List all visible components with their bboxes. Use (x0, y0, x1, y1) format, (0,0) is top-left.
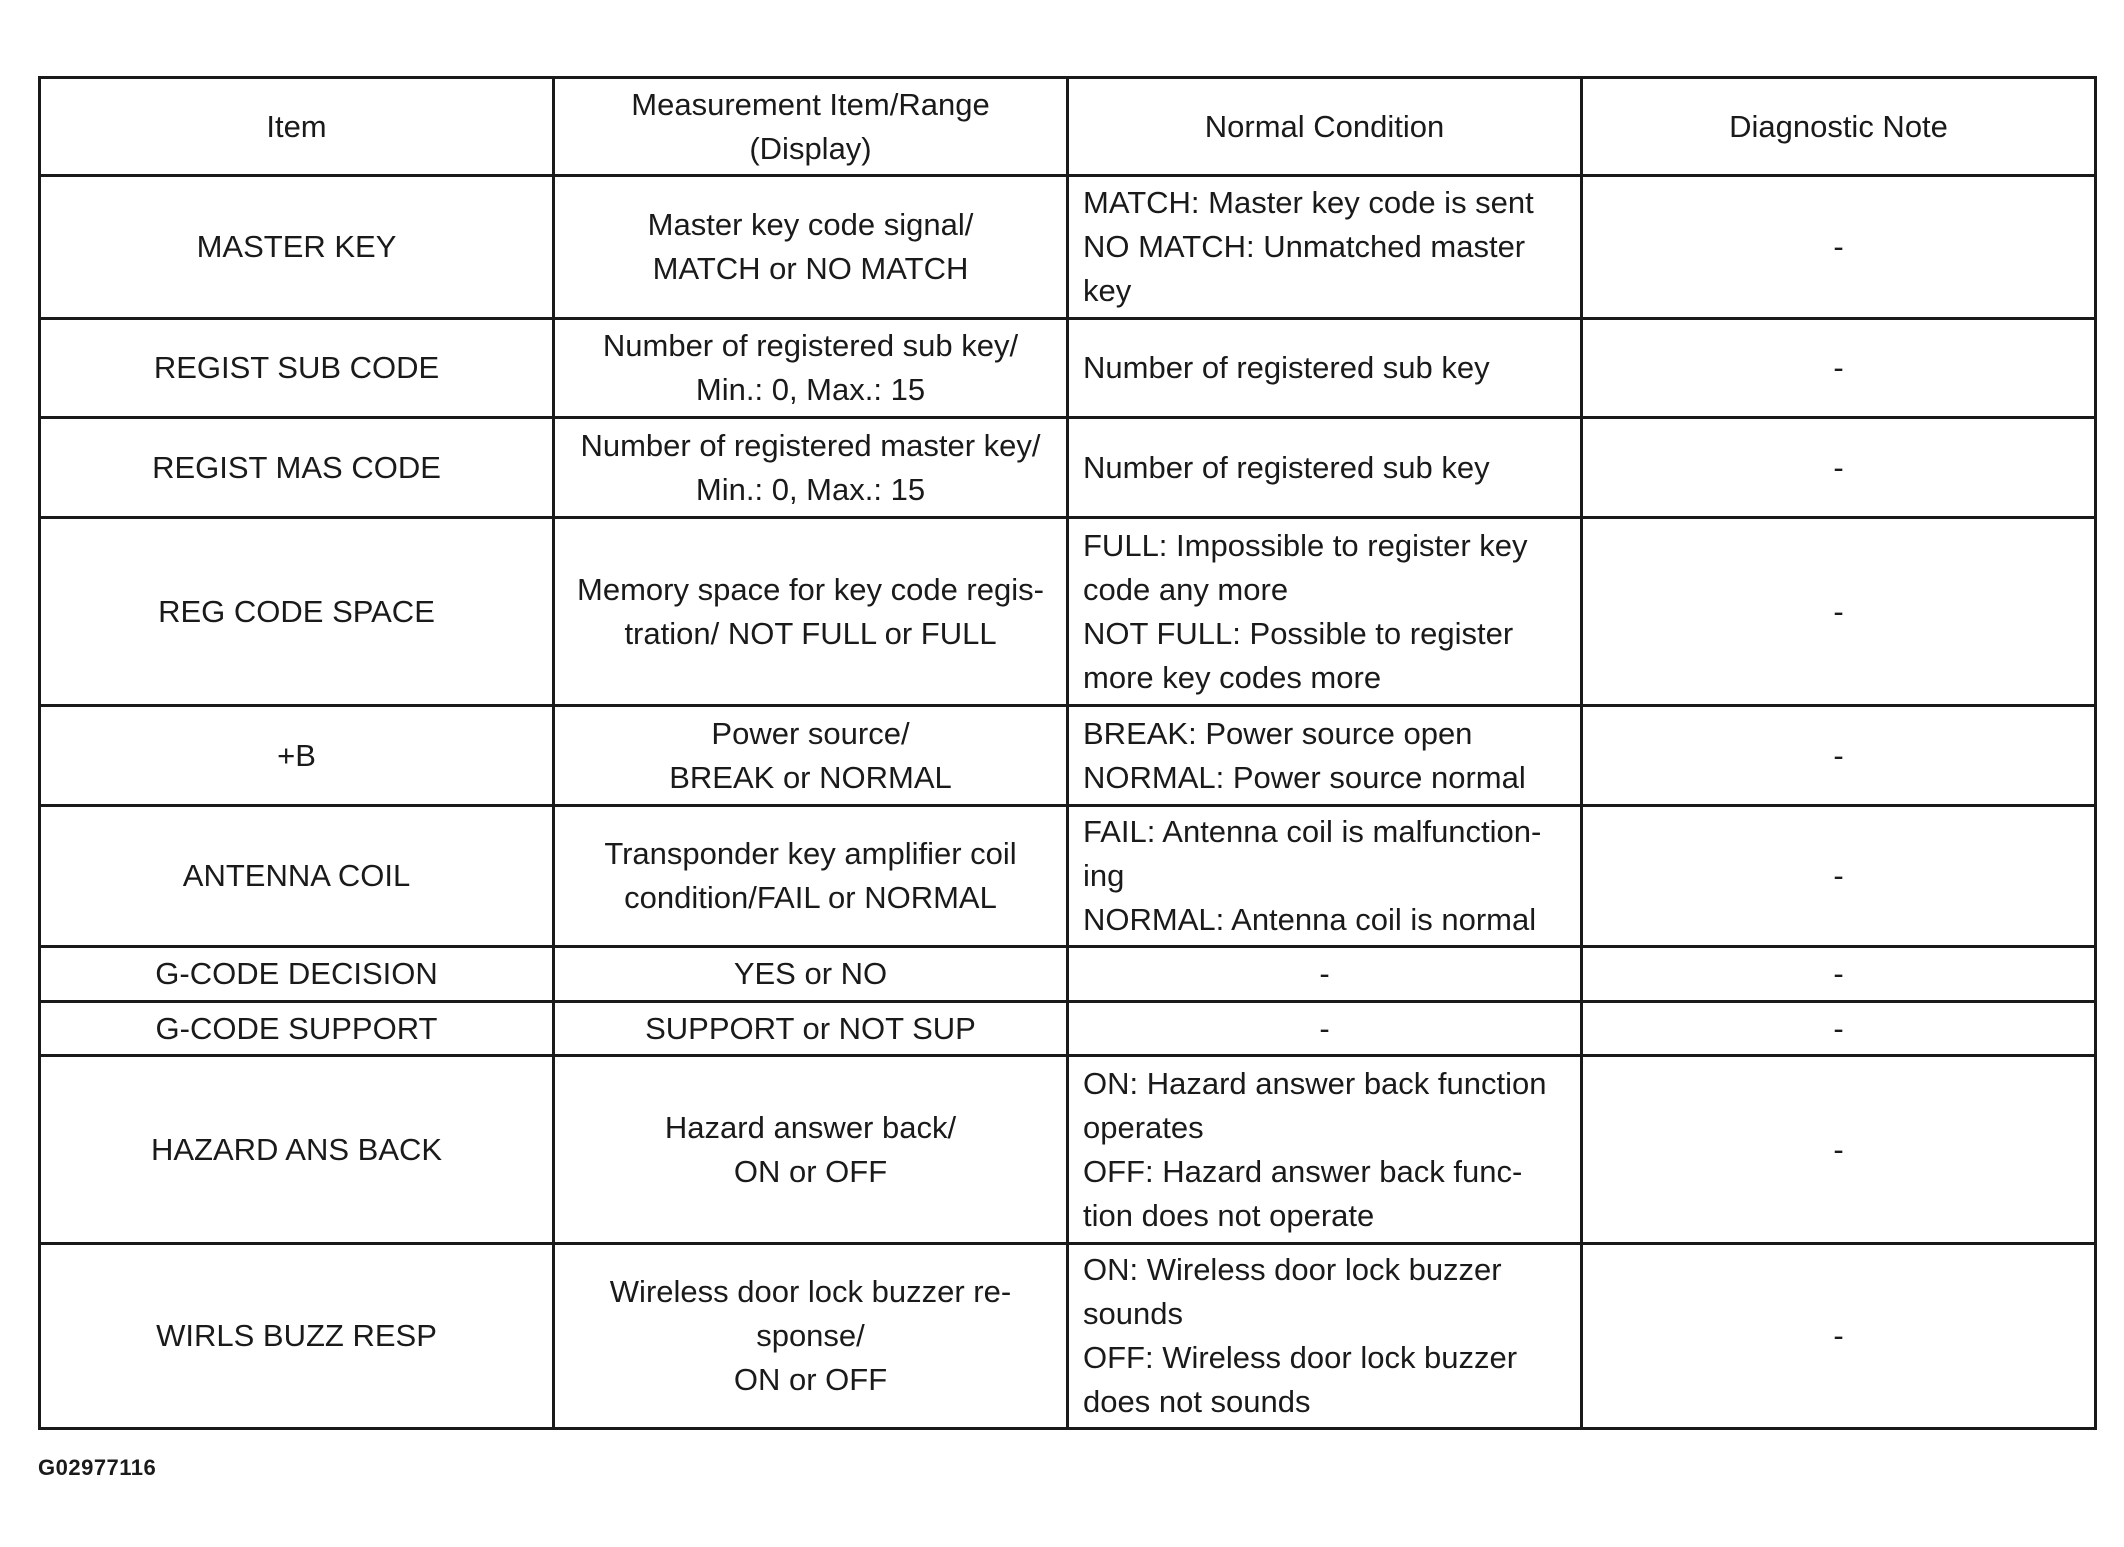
cell-measurement: YES or NO (554, 947, 1068, 1002)
cell-normal-condition: - (1068, 947, 1582, 1002)
cell-measurement: Hazard answer back/ ON or OFF (554, 1056, 1068, 1244)
cell-item: ANTENNA COIL (40, 806, 554, 947)
table-row (40, 319, 2096, 418)
cell-item: +B (40, 706, 554, 806)
cell-item: WIRLS BUZZ RESP (40, 1244, 554, 1429)
table-row (40, 176, 2096, 319)
cell-normal-condition: - (1068, 1002, 1582, 1056)
cell-normal-condition: FAIL: Antenna coil is malfunction- ing NORMAL: Antenna coil is normal (1068, 806, 1582, 947)
cell-item: MASTER KEY (40, 176, 554, 319)
table-row (40, 1056, 2096, 1244)
cell-normal-condition: ON: Wireless door lock buzzer sounds OFF: Wireless door lock buzzer does not sounds (1068, 1244, 1582, 1429)
table-row (40, 947, 2096, 1002)
cell-normal-condition: ON: Hazard answer back function operates OFF: Hazard answer back func- tion does not operate (1068, 1056, 1582, 1244)
cell-diagnostic-note: - (1582, 947, 2096, 1002)
cell-measurement: Wireless door lock buzzer re- sponse/ ON or OFF (554, 1244, 1068, 1429)
cell-diagnostic-note: - (1582, 319, 2096, 418)
cell-item: REGIST MAS CODE (40, 418, 554, 518)
table-row (40, 806, 2096, 947)
cell-diagnostic-note: - (1582, 706, 2096, 806)
figure-id: G02977116 (38, 1455, 157, 1480)
cell-normal-condition: Number of registered sub key (1068, 418, 1582, 518)
cell-measurement: Transponder key amplifier coil condition/FAIL or NORMAL (554, 806, 1068, 947)
cell-diagnostic-note: - (1582, 806, 2096, 947)
cell-diagnostic-note: - (1582, 518, 2096, 706)
cell-normal-condition: MATCH: Master key code is sent NO MATCH: Unmatched master key (1068, 176, 1582, 319)
cell-measurement: Power source/ BREAK or NORMAL (554, 706, 1068, 806)
cell-normal-condition: FULL: Impossible to register key code any more NOT FULL: Possible to register more key codes more (1068, 518, 1582, 706)
data-list-table (38, 76, 2097, 1430)
cell-item: REGIST SUB CODE (40, 319, 554, 418)
header-normal-condition: Normal Condition (1068, 78, 1582, 176)
cell-measurement: SUPPORT or NOT SUP (554, 1002, 1068, 1056)
header-measurement: Measurement Item/Range (Display) (554, 78, 1068, 176)
cell-item: HAZARD ANS BACK (40, 1056, 554, 1244)
cell-item: G-CODE DECISION (40, 947, 554, 1002)
cell-diagnostic-note: - (1582, 1244, 2096, 1429)
table-row (40, 1002, 2096, 1056)
data-list-table-container (38, 76, 2094, 1430)
table-row (40, 418, 2096, 518)
cell-measurement: Master key code signal/ MATCH or NO MATCH (554, 176, 1068, 319)
table-header-row (40, 78, 2096, 176)
table-row (40, 706, 2096, 806)
cell-measurement: Number of registered sub key/ Min.: 0, Max.: 15 (554, 319, 1068, 418)
cell-diagnostic-note: - (1582, 1056, 2096, 1244)
cell-diagnostic-note: - (1582, 1002, 2096, 1056)
cell-item: G-CODE SUPPORT (40, 1002, 554, 1056)
cell-normal-condition: BREAK: Power source open NORMAL: Power source normal (1068, 706, 1582, 806)
cell-diagnostic-note: - (1582, 418, 2096, 518)
cell-measurement: Memory space for key code regis- tration/ NOT FULL or FULL (554, 518, 1068, 706)
cell-measurement: Number of registered master key/ Min.: 0, Max.: 15 (554, 418, 1068, 518)
header-diagnostic-note: Diagnostic Note (1582, 78, 2096, 176)
cell-normal-condition: Number of registered sub key (1068, 319, 1582, 418)
cell-diagnostic-note: - (1582, 176, 2096, 319)
header-item: Item (40, 78, 554, 176)
cell-item: REG CODE SPACE (40, 518, 554, 706)
table-row (40, 518, 2096, 706)
table-row (40, 1244, 2096, 1429)
